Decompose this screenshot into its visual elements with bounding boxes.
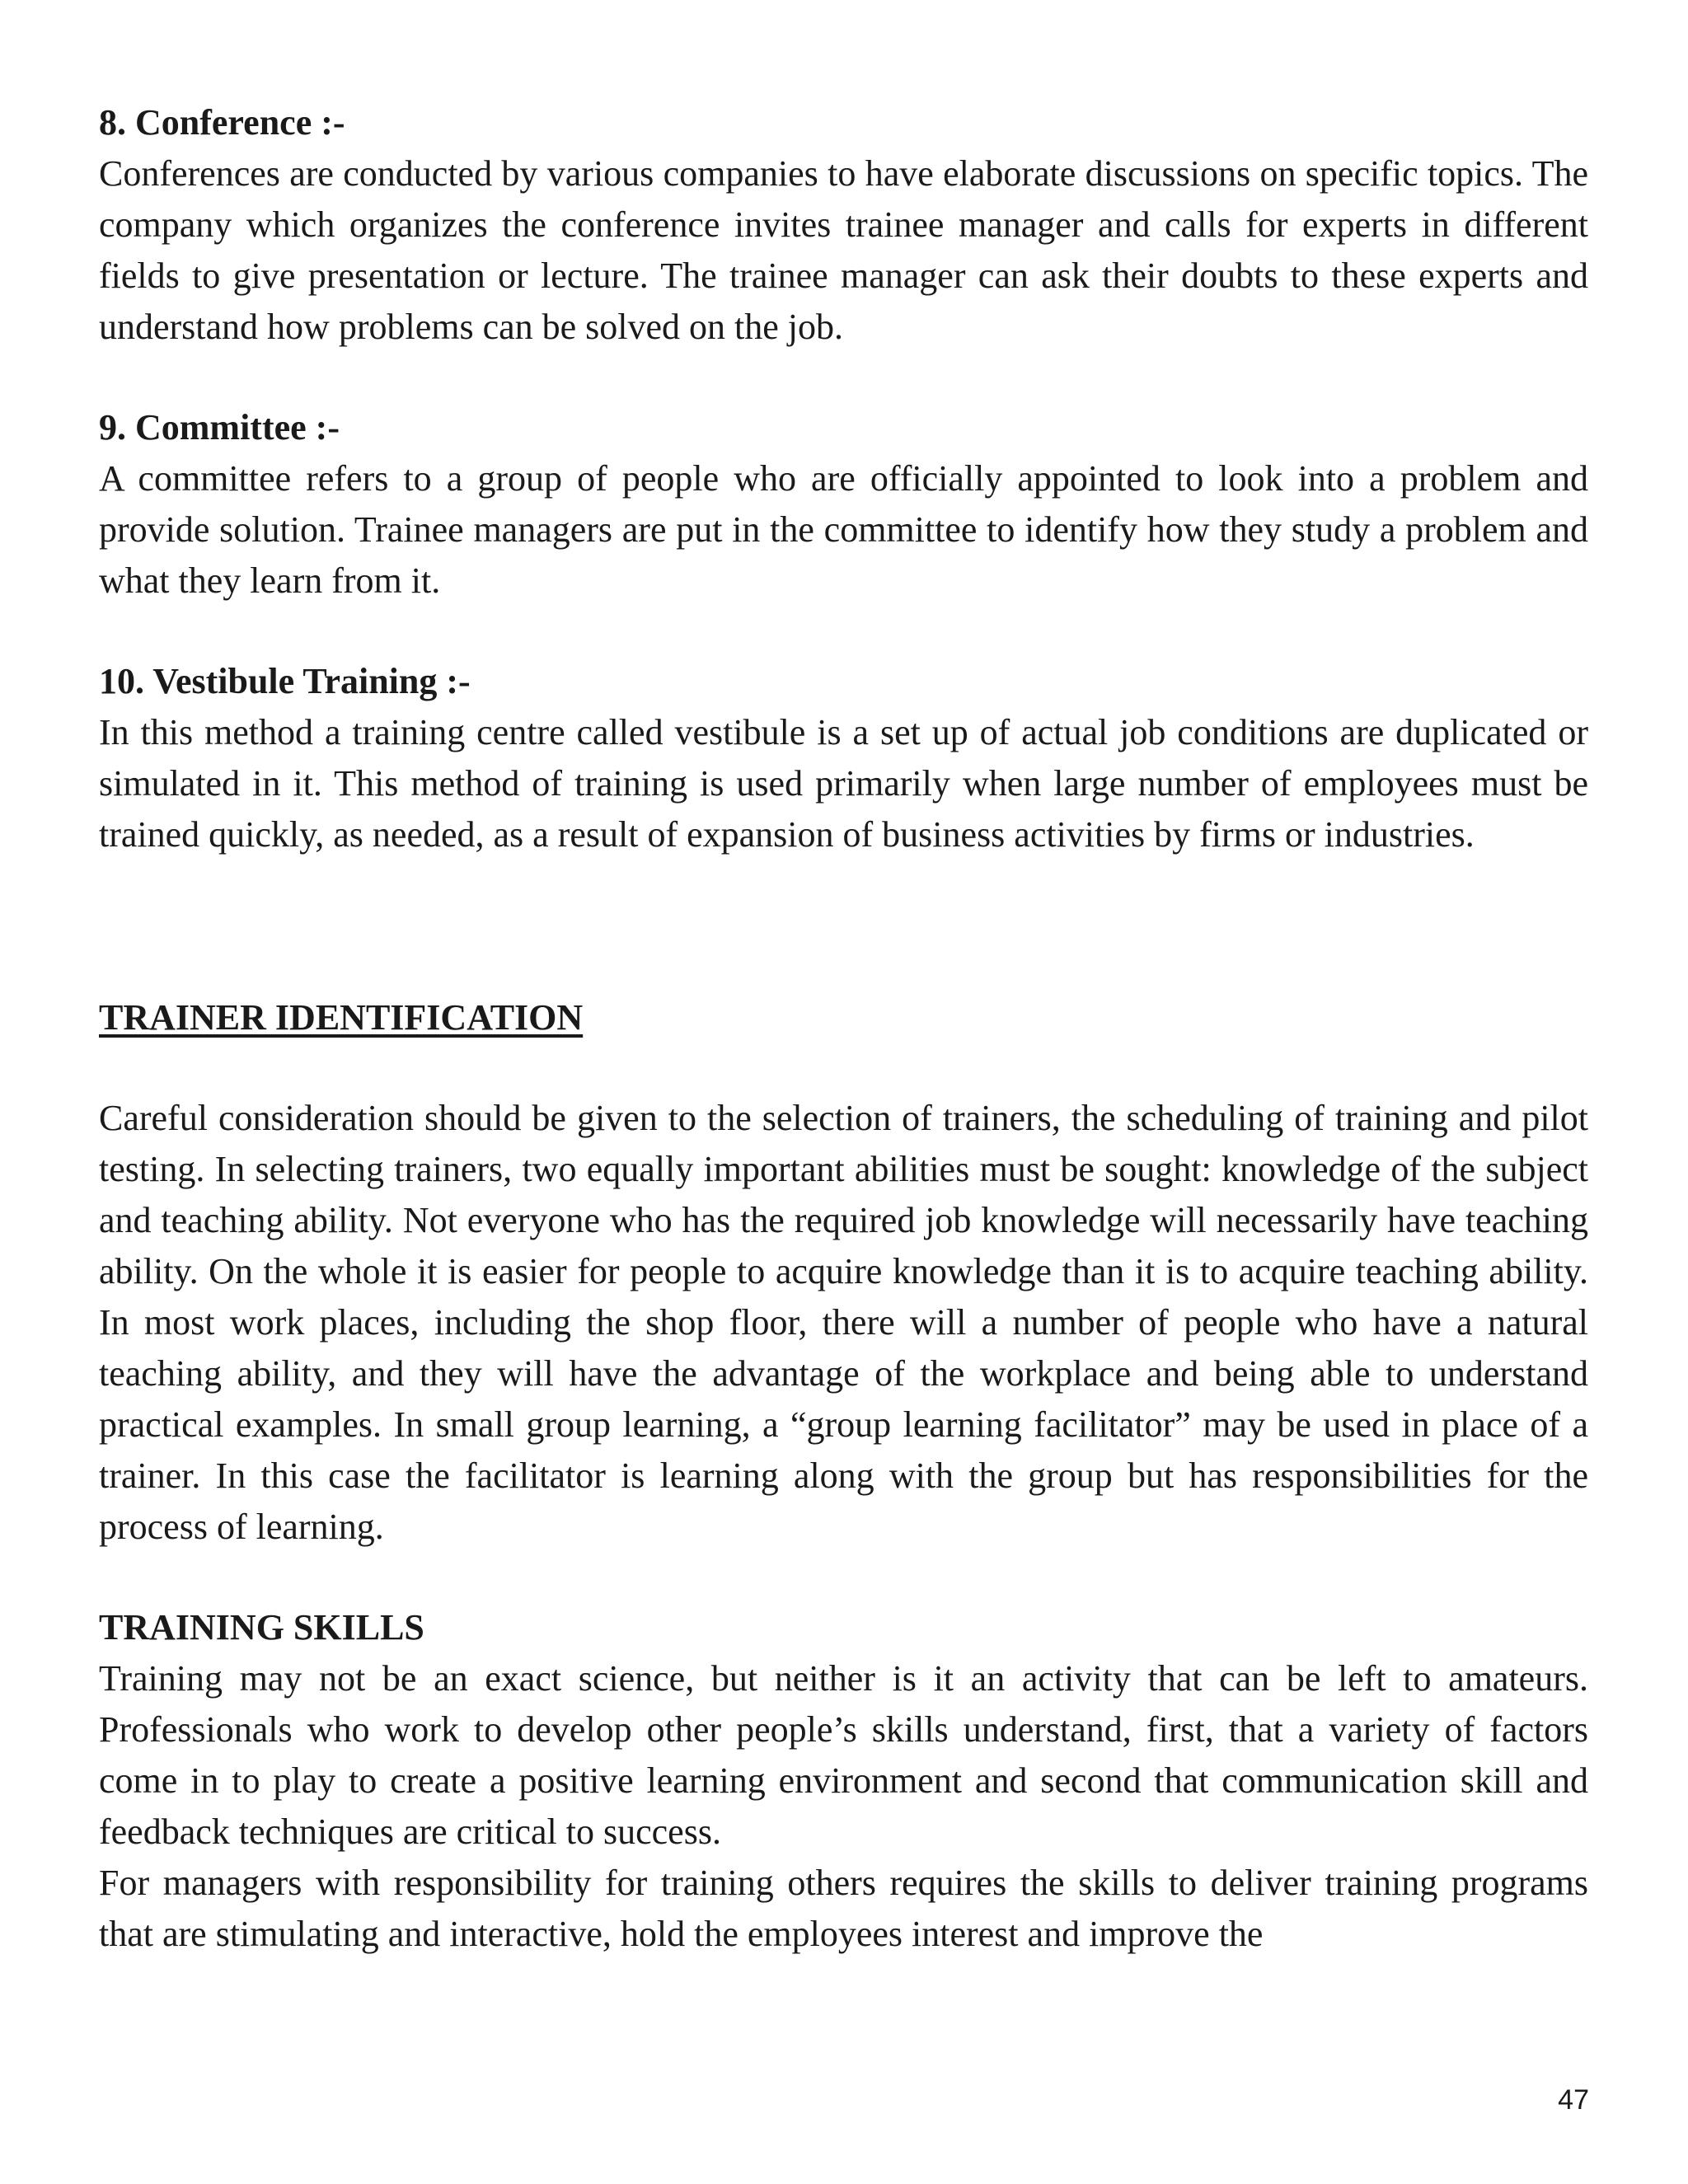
committee-paragraph: A committee refers to a group of people who are officially appointed to look into a problem and provide solution. Trainee managers are put in the committee to identify how they study a problem and what they learn from it.	[99, 458, 1588, 601]
section-spacer	[99, 1553, 1588, 1602]
training-skills-paragraph-1: Training may not be an exact science, but neither is it an activity that can be left to amateurs. Professionals who work to develop other people’s skills understand, first, that a variety of factors come in to play to create a positive learning environment and second that communication skill and feedback techniques are critical to success.	[99, 1658, 1588, 1852]
conference-heading: 8. Conference :-	[99, 102, 345, 143]
section-spacer	[99, 1043, 1588, 1093]
trainer-identification-heading: TRAINER IDENTIFICATION	[99, 997, 584, 1038]
section-spacer	[99, 607, 1588, 656]
page-number: 47	[1558, 2084, 1589, 2116]
trainer-identification-paragraph: Careful consideration should be given to the selection of trainers, the scheduling of training and pilot testing. In selecting trainers, two equally important abilities must be sought: knowledge of the subject and teaching ability. Not everyone who has the required job knowledge will necessarily have teaching ability. On the whole it is easier for people to acquire knowledge than it is to acquire teaching ability. In most work places, including the shop floor, there will a number of people who have a natural teaching ability, and they will have the advantage of the workplace and being able to understand practical examples. In small group learning, a “group learning facilitator” may be used in place of a trainer. In this case the facilitator is learning along with the group but has responsibilities for the process of learning.	[99, 1098, 1588, 1547]
section-spacer	[99, 353, 1588, 402]
vestibule-training-heading: 10. Vestibule Training :-	[99, 661, 471, 701]
training-skills-heading: TRAINING SKILLS	[99, 1607, 424, 1647]
conference-paragraph: Conferences are conducted by various companies to have elaborate discussions on specific topics. The company which organizes the conference invites trainee manager and calls for experts in different fields to give presentation or lecture. The trainee manager can ask their doubts to these experts and understand how problems can be solved on the job.	[99, 153, 1588, 347]
document-page	[99, 97, 1588, 1960]
committee-heading: 9. Committee :-	[99, 407, 340, 448]
section-spacer	[99, 860, 1588, 992]
vestibule-training-paragraph: In this method a training centre called vestibule is a set up of actual job conditions are duplicated or simulated in it. This method of training is used primarily when large number of employees must be trained quickly, as needed, as a result of expansion of business activities by firms or industries.	[99, 712, 1588, 855]
training-skills-paragraph-2: For managers with responsibility for training others requires the skills to deliver training programs that are stimulating and interactive, hold the employees interest and improve the	[99, 1863, 1588, 1954]
